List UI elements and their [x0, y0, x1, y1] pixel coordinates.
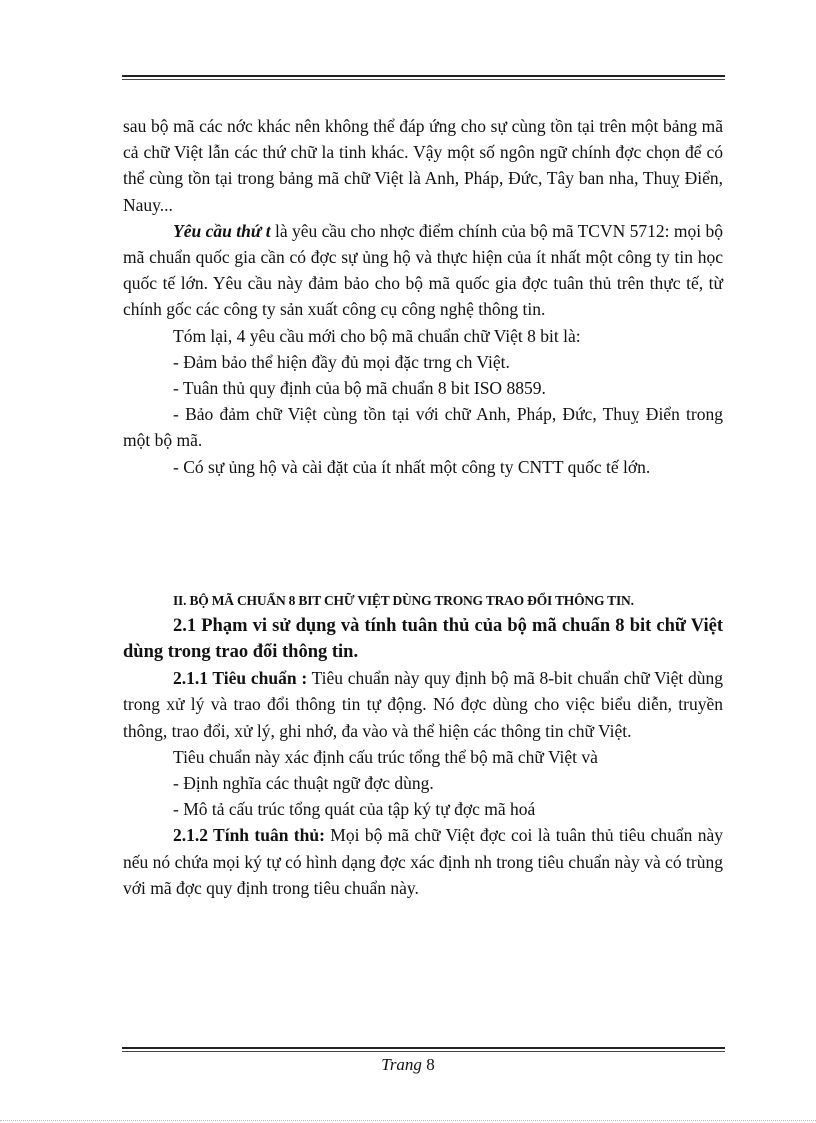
page-footer: [0, 1055, 816, 1075]
paragraph-standard: [123, 665, 723, 744]
paragraph-requirement-4: [123, 218, 723, 323]
page-body: [123, 113, 723, 901]
compliance-text: Mọi bộ mã chữ Việt đợc coi là tuân thủ tiêu chuẩn này nếu nó chứa mọi ký tự có hình dạng đợc xác định nh trong tiêu chuẩn này và có trùng với mã đợc quy định trong tiêu chuẩn này.: [123, 825, 723, 898]
compliance-label: 2.1.2 Tính tuân thủ:: [173, 825, 325, 846]
page-label: Trang: [381, 1055, 422, 1074]
definition-item: - Định nghĩa các thuật ngữ đợc dùng.: [173, 773, 434, 794]
page-number: 8: [426, 1055, 435, 1074]
subsection-heading: 2.1 Phạm vi sử dụng và tính tuân thủ của bộ mã chuẩn 8 bit chữ Việt dùng trong trao đổi thông tin.: [123, 615, 723, 663]
paragraph-summary: Tóm lại, 4 yêu cầu mới cho bộ mã chuẩn chữ Việt 8 bit là:: [173, 325, 581, 346]
standard-label: 2.1.1 Tiêu chuẩn :: [173, 668, 308, 689]
paragraph-continuation: sau bộ mã các nớc khác nên không thể đáp ứng cho sự cùng tồn tại trên một bảng mã cả chữ Việt lẫn các thứ chữ la tinh khác. Vậy một số ngôn ngữ chính đợc chọn để có thể cùng tồn tại trong bảng mã chữ Việt là Anh, Pháp, Đức, Tây ban nha, Thuỵ Điển, Nauy...: [123, 116, 723, 215]
header-rule: [122, 75, 725, 80]
paragraph-compliance: [123, 822, 723, 901]
requirement-item: - Bảo đảm chữ Việt cùng tồn tại với chữ Anh, Pháp, Đức, Thuỵ Điển trong một bộ mã.: [123, 404, 723, 451]
standard-text: Tiêu chuẩn này quy định bộ mã 8-bit chuẩn chữ Việt dùng trong xử lý và trao đổi thông tin tự động. Nó đợc dùng cho việc biểu diễn, truyền thông, trao đổi, xử lý, ghi nhớ, đa vào và thể hiện các thông tin chữ Việt.: [123, 668, 723, 741]
requirement-4-label: Yêu cầu thứ t: [173, 220, 271, 241]
requirement-item: - Đảm bảo thể hiện đầy đủ mọi đặc trng ch Việt.: [173, 351, 510, 372]
paragraph-definition: Tiêu chuẩn này xác định cấu trúc tổng thể bộ mã chữ Việt và: [173, 746, 598, 767]
section-heading: II. BỘ MÃ CHUẨN 8 BIT CHỮ VIỆT DÙNG TRONG TRAO ĐỔI THÔNG TIN.: [173, 592, 634, 608]
requirement-item: - Có sự ủng hộ và cài đặt của ít nhất một công ty CNTT quốc tế lớn.: [173, 456, 651, 477]
requirement-item: - Tuân thủ quy định của bộ mã chuẩn 8 bit ISO 8859.: [173, 378, 546, 399]
requirement-4-text: là yêu cầu cho nhợc điểm chính của bộ mã TCVN 5712: mọi bộ mã chuẩn quốc gia cần có đợc sự ủng hộ và thực hiện của ít nhất một công ty tin học quốc tế lớn. Yêu cầu này đảm bảo cho bộ mã quốc gia đợc tuân thủ trên thực tế, từ chính gốc các công ty sản xuất công cụ công nghệ thông tin.: [123, 220, 723, 320]
page-bottom-border: [0, 1120, 816, 1121]
definition-item: - Mô tả cấu trúc tổng quát của tập ký tự đợc mã hoá: [173, 799, 536, 820]
footer-rule: [122, 1047, 725, 1052]
